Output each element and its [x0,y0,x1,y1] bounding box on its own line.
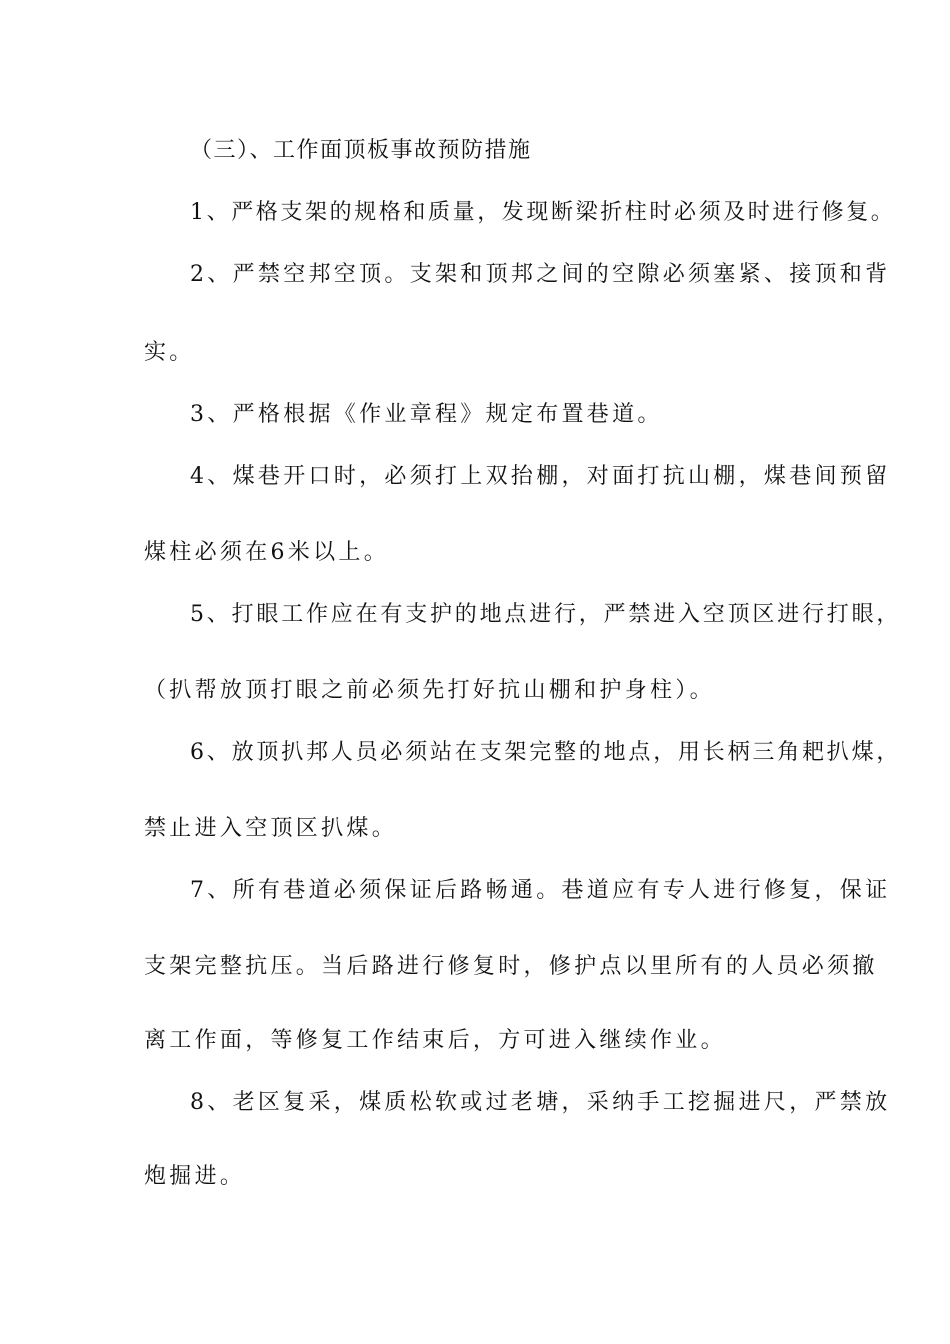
paragraph-line: 8、老区复采，煤质松软或过老塘，采纳手工挖掘进尺，严禁放 [190,1090,891,1115]
paragraph-line: 支架完整抗压。当后路进行修复时，修护点以里所有的人员必须撤 [144,954,878,979]
paragraph-line: 6、放顶扒邦人员必须站在支架完整的地点，用长柄三角耙扒煤， [190,740,902,765]
paragraph-line: （扒帮放顶打眼之前必须先打好抗山棚和护身柱）。 [144,678,715,703]
paragraph-line: 实。 [144,340,195,365]
paragraph-line: 煤柱必须在6米以上。 [144,540,389,565]
paragraph-line: 5、打眼工作应在有支护的地点进行，严禁进入空顶区进行打眼， [190,602,902,627]
paragraph-line: 4、煤巷开口时，必须打上双抬棚，对面打抗山棚，煤巷间预留 [190,464,891,489]
paragraph-line: 7、所有巷道必须保证后路畅通。巷道应有专人进行修复，保证 [190,878,891,903]
paragraph-line: 3、严格根据《作业章程》规定布置巷道。 [190,402,663,427]
paragraph-line: 炮掘进。 [144,1164,246,1189]
paragraph-line: 禁止进入空顶区扒煤。 [144,816,398,841]
paragraph-line: 1、严格支架的规格和质量，发现断梁折柱时必须及时进行修复。 [190,200,896,225]
paragraph-line: 离工作面，等修复工作结束后，方可进入继续作业。 [144,1028,726,1053]
section-heading: （三）、工作面顶板事故预防措施 [190,138,532,163]
paragraph-line: 2、严禁空邦空顶。支架和顶邦之间的空隙必须塞紧、接顶和背 [190,262,891,287]
